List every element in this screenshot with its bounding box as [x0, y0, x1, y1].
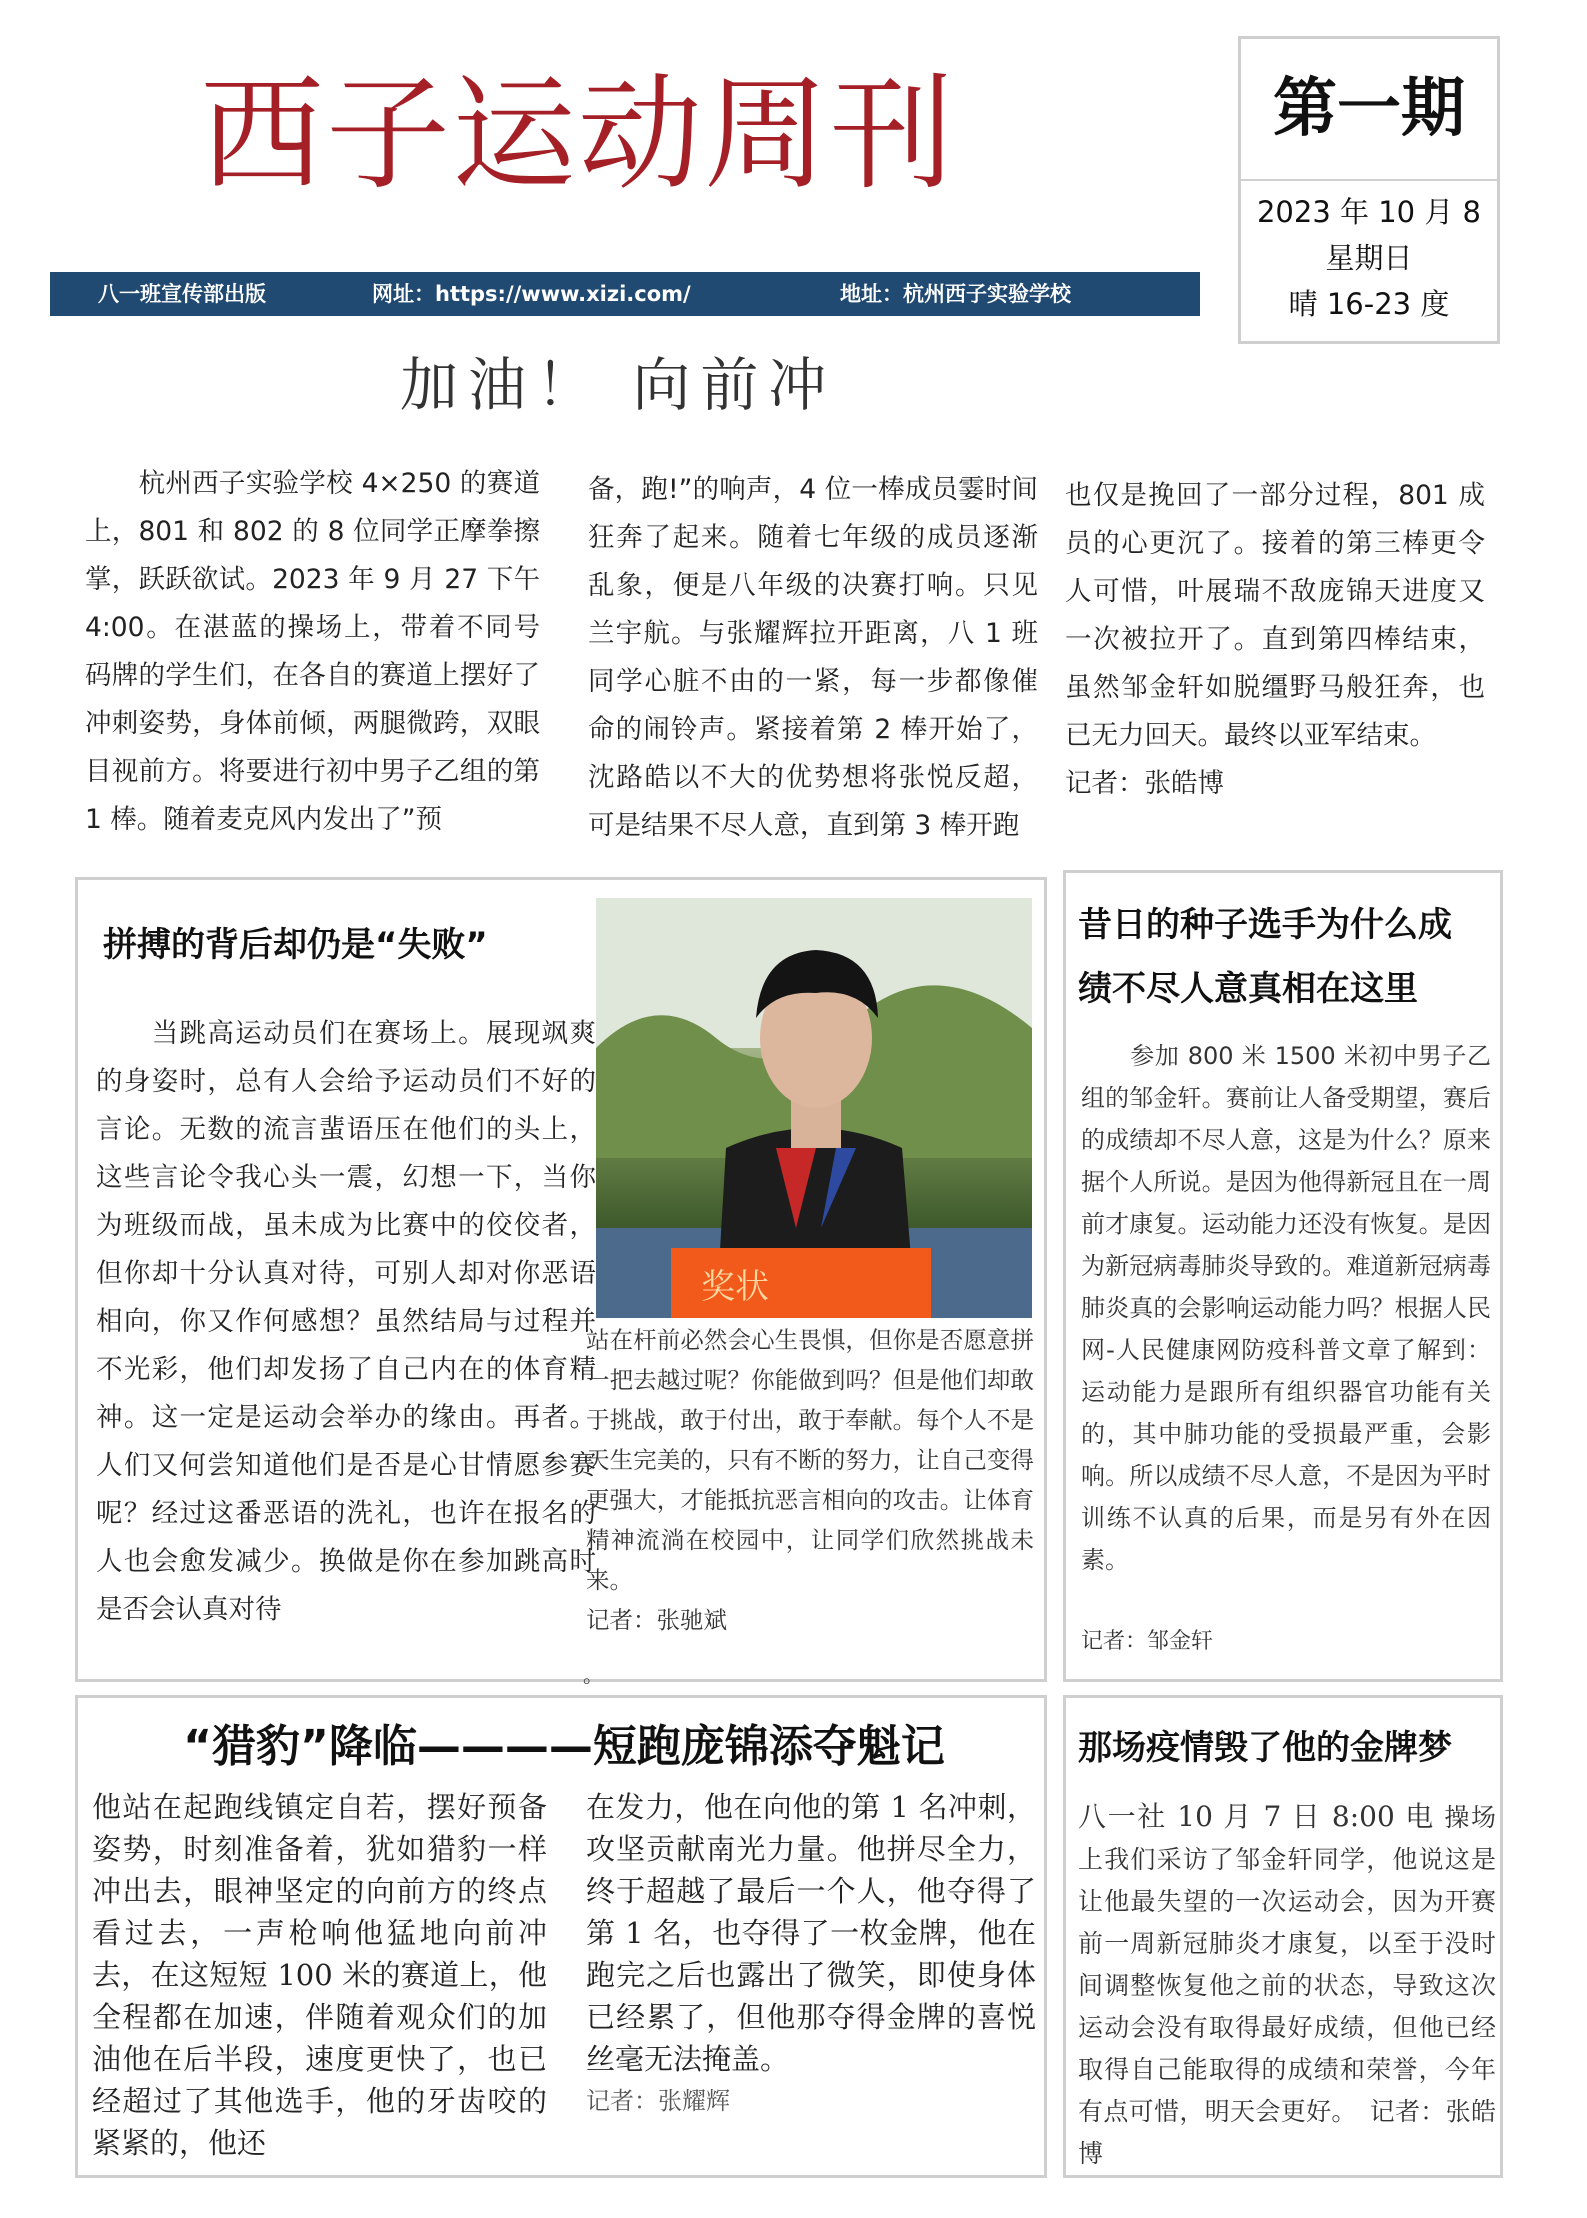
- article-title: “猎豹”降临————短跑庞锦添夺魁记: [183, 1721, 945, 1772]
- stray-mark: 。: [583, 1663, 603, 1687]
- article-text: [1078, 1796, 1496, 2175]
- certificate-sign: 奖状: [701, 1267, 769, 1307]
- date-line: 2023 年 10 月 8: [1256, 195, 1482, 229]
- article-seed-athlete: [1063, 870, 1503, 1682]
- lead-headline: 加油！ 向前冲: [400, 351, 837, 419]
- lead-text-2: 备，跑!”的响声，4 位一棒成员霎时间狂奔了起来。随着七年级的成员逐渐乱象，便是八年级的决赛打响。只见兰宇航。与张耀辉拉开距离，八 1 班同学心脏不由的一紧，每一步都像催命的闹铃声。紧接着第 2 棒开始了，沈路皓以不大的优势想将张悦反超，可是结果不尽人意，直到第 3 棒开跑: [588, 474, 1038, 841]
- lead-column-3: [1065, 472, 1485, 812]
- issue-date: [1241, 189, 1497, 327]
- issue-box: [1238, 36, 1500, 344]
- article-body: [1081, 1035, 1491, 1615]
- website-link[interactable]: 网址：https://www.xizi.com/: [372, 282, 691, 306]
- article-pandemic: [1063, 1695, 1503, 2178]
- article-continuation: [586, 1320, 1034, 1650]
- address-label: 地址：杭州西子实验学校: [840, 282, 1071, 306]
- lead-column-1: [85, 460, 540, 850]
- lead-column-2: [588, 466, 1038, 856]
- lead-text-3: 也仅是挽回了一部分过程，801 成员的心更沉了。接着的第三棒更令人可惜，叶展瑞不敌庞锦天进度又一次被拉开了。直到第四棒结束，虽然邹金轩如脱缰野马般狂奔，也已无力回天。最终以亚军结束。: [1065, 480, 1485, 751]
- weekday: 星期日: [1325, 241, 1413, 275]
- publisher-label: 八一班宣传部出版: [98, 282, 266, 306]
- dateline: 八一社 10 月 7 日 8:00 电: [1078, 1800, 1435, 1833]
- article-reporter: 记者：张驰斌: [586, 1606, 727, 1634]
- issue-number: 第一期: [1241, 39, 1497, 181]
- lead-text-1: 杭州西子实验学校 4×250 的赛道上，801 和 802 的 8 位同学正摩拳擦掌，跃跃欲试。2023 年 9 月 27 下午 4:00。在湛蓝的操场上，带着不同号码牌的学生们，在各自的赛道上摆好了冲刺姿势，身体前倾，两腿微跨，双眼目视前方。将要进行初中男子乙组的第 1 棒。随着麦克风内发出了”预: [85, 468, 540, 835]
- title-line-2: 绩不尽人意真相在这里: [1078, 969, 1418, 1009]
- article-high-jump: [75, 877, 1047, 1687]
- article-sprint: [75, 1695, 1047, 2178]
- article-text-body: 操场上我们采访了邹金轩同学，他说这是让他最失望的一次运动会，因为开赛前一周新冠肺炎才康复，以至于没时间调整恢复他之前的状态，导致这次运动会没有取得最好成绩，但他已经取得自己能取得的成绩和荣誉，今年有点可惜，明天会更好。: [1078, 1803, 1496, 2126]
- sprint-text-1: 他站在起跑线镇定自若，摆好预备姿势，时刻准备着，犹如猎豹一样冲出去，眼神坚定的向前方的终点看过去，一声枪响他猛地向前冲去，在这短短 100 米的赛道上，他全程都在加速，伴随着观众们的加油他在后半段，速度更快了，也已经超过了其他选手，他的牙齿咬的紧紧的，他还: [92, 1790, 547, 2160]
- article-title: [1078, 893, 1498, 1021]
- student-photo: [596, 898, 1032, 1318]
- sprint-column-2: [586, 1786, 1036, 2166]
- weather: 晴 16-23 度: [1288, 287, 1450, 321]
- sprint-column-1: [92, 1786, 547, 2166]
- article-title: 拼搏的背后却仍是“失败”: [103, 925, 488, 965]
- article-body: [1078, 1796, 1496, 2176]
- article-text: 参加 800 米 1500 米初中男子乙组的邹金轩。赛前让人备受期望，赛后的成绩却不尽人意，这是为什么？原来据个人所说。是因为他得新冠且在一周前才康复。运动能力还没有恢复。是因为新冠病毒肺炎导致的。难道新冠病毒肺炎真的会影响运动能力吗？根据人民网-人民健康网防疫科普文章了解到：运动能力是跟所有组织器官功能有关的，其中肺功能的受损最严重，会影响。所以成绩不尽人意，不是因为平时训练不认真的后果，而是另有外在因素。: [1081, 1042, 1491, 1574]
- continuation-text: 站在杆前必然会心生畏惧，但你是否愿意拼一把去越过呢？你能做到吗？但是他们却敢于挑战，敢于付出，敢于奉献。每个人不是天生完美的，只有不断的努力，让自己变得更强大，才能抵抗恶言相向的攻击。让体育精神流淌在校园中，让同学们欣然挑战未来。: [586, 1326, 1034, 1594]
- title-line-1: 昔日的种子选手为什么成: [1078, 905, 1452, 945]
- article-title: 那场疫情毁了他的金牌梦: [1078, 1728, 1452, 1768]
- article-reporter: 记者：张皓博: [1078, 2097, 1496, 2168]
- article-reporter: 记者：张耀辉: [586, 2087, 730, 2115]
- article-reporter: 记者：邹金轩: [1081, 1629, 1214, 1654]
- article-text: 当跳高运动员们在赛场上。展现飒爽的身姿时，总有人会给予运动员们不好的言论。无数的流言蜚语压在他们的头上，这些言论令我心头一震，幻想一下，当你为班级而战，虽未成为比赛中的佼佼者，但你却十分认真对待，可别人却对你恶语相向，你又作何感想？虽然结局与过程并不光彩，他们却发扬了自己内在的体育精神。这一定是运动会举办的缘由。再者。人们又何尝知道他们是否是心甘情愿参赛呢？经过这番恶语的洗礼，也许在报名的人也会愈发减少。换做是你在参加跳高时是否会认真对待: [96, 1018, 596, 1625]
- photo-illustration: [596, 898, 1032, 1318]
- info-banner: [50, 272, 1200, 316]
- lead-reporter: 记者：张皓博: [1065, 768, 1224, 799]
- sprint-text-2: 在发力，他在向他的第 1 名冲刺，攻坚贡献南光力量。他拼尽全力，终于超越了最后一个人，他夺得了第 1 名，也夺得了一枚金牌，他在跑完之后也露出了微笑，即使身体已经累了，但他那夺得金牌的喜悦丝毫无法掩盖。: [586, 1790, 1036, 2076]
- newspaper-title: 西子运动周刊: [200, 63, 957, 207]
- article-body: [96, 1010, 596, 1675]
